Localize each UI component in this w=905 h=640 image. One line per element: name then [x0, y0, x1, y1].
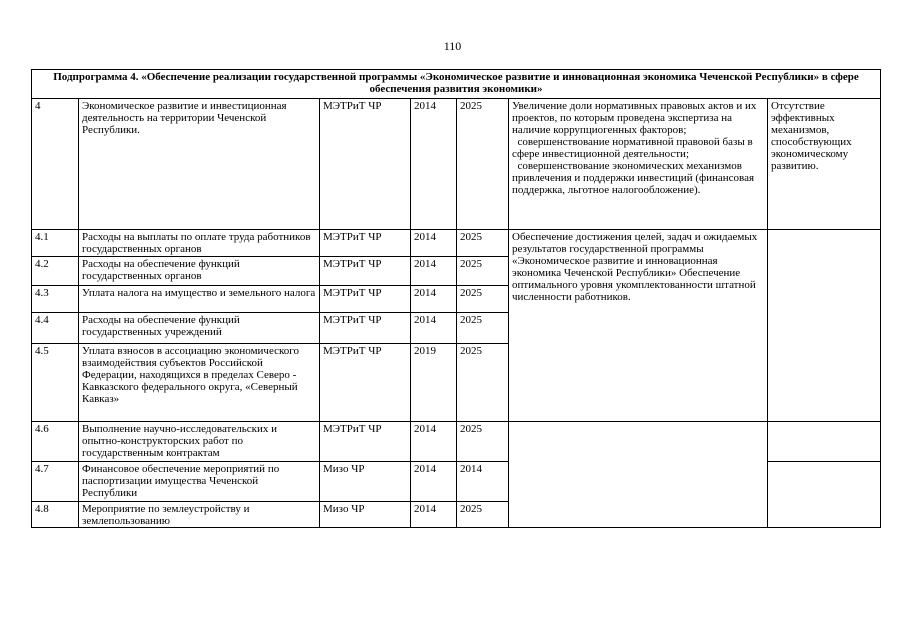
activity-name: Расходы на обеспечение функций государственных органов: [79, 257, 320, 286]
end-year: 2025: [457, 230, 509, 257]
end-year: 2025: [457, 344, 509, 422]
end-year: 2025: [457, 286, 509, 313]
executor: МЭТРиТ ЧР: [320, 344, 411, 422]
end-year: 2025: [457, 313, 509, 344]
table-row: [32, 422, 881, 462]
executor: МЭТРиТ ЧР: [320, 230, 411, 257]
executor: МЭТРиТ ЧР: [320, 257, 411, 286]
end-year: 2025: [457, 99, 509, 230]
executor: МЭТРиТ ЧР: [320, 422, 411, 462]
end-year: 2025: [457, 422, 509, 462]
activity-name: Финансовое обеспечение мероприятий по паспортизации имущества Чеченской Республики: [79, 462, 320, 502]
result-paragraph: Увеличение доли нормативных правовых актов и их проектов, по которым проведена экспертиза на наличие коррупциогенных факторов;: [512, 100, 757, 136]
row-number: 4.4: [32, 313, 79, 344]
start-year: 2014: [411, 230, 457, 257]
start-year: 2014: [411, 502, 457, 528]
start-year: 2014: [411, 313, 457, 344]
start-year: 2014: [411, 257, 457, 286]
row-number: 4.6: [32, 422, 79, 462]
end-year: 2014: [457, 462, 509, 502]
page-number: 110: [443, 39, 462, 53]
row-number: 4.2: [32, 257, 79, 286]
activity-name: Выполнение научно-исследовательских и опытно-конструкторских работ по государственным контрактам: [79, 422, 320, 462]
start-year: 2019: [411, 344, 457, 422]
end-year: 2025: [457, 502, 509, 528]
executor: Мизо ЧР: [320, 462, 411, 502]
subprogram-table: [31, 69, 881, 528]
row-number: 4.8: [32, 502, 79, 528]
executor: МЭТРиТ ЧР: [320, 313, 411, 344]
row-number: 4.5: [32, 344, 79, 422]
start-year: 2014: [411, 99, 457, 230]
activity-name: Экономическое развитие и инвестиционная деятельность на территории Чеченской Республики.: [79, 99, 320, 230]
expected-result-group: Обеспечение достижения целей, задач и ожидаемых результатов государственной программы «Экономическое развитие и инновационная экономика Чеченской Республики» Обеспечение оптимального уровня укомплектованности штатной численности работников.: [509, 230, 768, 422]
executor: МЭТРиТ ЧР: [320, 286, 411, 313]
end-year: 2025: [457, 257, 509, 286]
result-paragraph: совершенствование экономических механизмов привлечения и поддержки инвестиций (финансовая поддержка, льготное налогообложение).: [512, 160, 757, 196]
activity-name: Расходы на выплаты по оплате труда работников государственных органов: [79, 230, 320, 257]
activity-name: Уплата налога на имущество и земельного налога: [79, 286, 320, 313]
row-number: 4.3: [32, 286, 79, 313]
start-year: 2014: [411, 286, 457, 313]
activity-name: Мероприятие по землеустройству и землепользованию: [79, 502, 320, 528]
consequence-empty: [768, 230, 881, 422]
expected-result-empty: [509, 422, 768, 528]
result-paragraph: совершенствование нормативной правовой базы в сфере инвестиционной деятельности;: [512, 136, 756, 160]
start-year: 2014: [411, 422, 457, 462]
executor: МЭТРиТ ЧР: [320, 99, 411, 230]
row-number: 4.7: [32, 462, 79, 502]
row-number: 4: [32, 99, 79, 230]
activity-name: Расходы на обеспечение функций государственных учреждений: [79, 313, 320, 344]
table-row: [32, 230, 881, 257]
consequence-empty: [768, 462, 881, 528]
consequence: Отсутствие эффективных механизмов, способствующих экономическому развитию.: [768, 99, 881, 230]
subprogram-title: Подпрограмма 4. «Обеспечение реализации государственной программы «Экономическое развитие и инновационная экономика Чеченской Республики» в сфере обеспечения развития экономики»: [32, 70, 881, 99]
consequence-empty: [768, 422, 881, 462]
row-number: 4.1: [32, 230, 79, 257]
start-year: 2014: [411, 462, 457, 502]
table-row: [32, 99, 881, 230]
expected-result: [509, 99, 768, 230]
activity-name: Уплата взносов в ассоциацию экономического взаимодействия субъектов Российской Федерации, находящихся в пределах Северо - Кавказского федерального округа, «Северный Кавказ»: [79, 344, 320, 422]
executor: Мизо ЧР: [320, 502, 411, 528]
